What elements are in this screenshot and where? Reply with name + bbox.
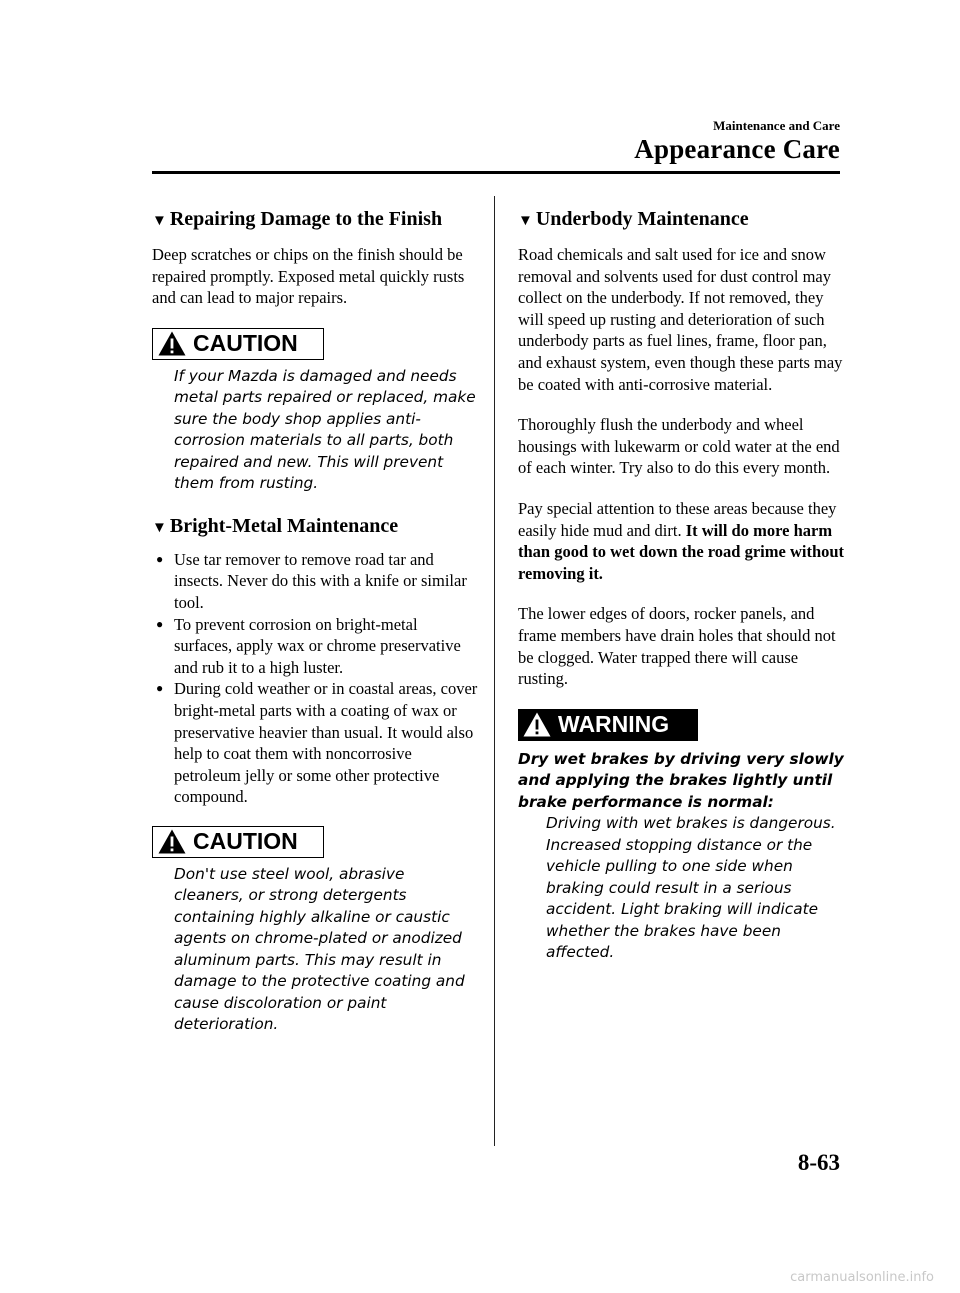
right-column bbox=[518, 208, 848, 964]
underbody-paragraph-1: Road chemicals and salt used for ice and snow removal and solvents used for dust control may collect on the underbody. If not removed, they will speed up rusting and deterioration of such underbody parts as fuel lines, frame, floor pan, and exhaust system, even though these parts may be coated with anti-corrosive material. bbox=[518, 245, 843, 394]
bright-metal-heading bbox=[152, 515, 478, 538]
caution-label-1: CAUTION bbox=[193, 330, 298, 357]
exclamation-triangle-icon bbox=[157, 828, 187, 855]
list-item-text: During cold weather or in coastal areas, cover bright-metal parts with a coating of wax or preservative heavier than usual. It would also help to coat them with noncorrosive petroleum jelly or some other protective compound. bbox=[174, 679, 478, 807]
warning-label: WARNING bbox=[558, 711, 670, 738]
header-chapter: Maintenance and Care bbox=[713, 118, 840, 133]
repair-body: Deep scratches or chips on the finish should be repaired promptly. Exposed metal quickly rusts and can lead to major repairs. bbox=[152, 245, 465, 308]
heading-marker-icon: ▼ bbox=[152, 519, 167, 536]
caution-box-1 bbox=[152, 328, 324, 360]
bright-metal-heading-text: Bright-Metal Maintenance bbox=[169, 514, 399, 537]
caution-text-1: If your Mazda is damaged and needs metal parts repaired or replaced, make sure the body shop applies anti-corrosion materials to all parts, both repaired and new. This will prevent them from rusting. bbox=[174, 366, 476, 493]
list-item-text: Use tar remover to remove road tar and insects. Never do this with a knife or similar tool. bbox=[174, 549, 467, 612]
paragraph-3-text: Pay special attention to these areas because they easily hide mud and dirt. bbox=[518, 498, 837, 540]
repair-heading-text: Repairing Damage to the Finish bbox=[169, 208, 443, 230]
header-rule bbox=[152, 171, 840, 174]
underbody-paragraph-2: Thoroughly flush the underbody and wheel housings with lukewarm or cold water at the end of each winter. Try also to do this every month. bbox=[518, 415, 840, 478]
list-item bbox=[152, 678, 478, 808]
underbody-heading-text: Underbody Maintenance bbox=[535, 208, 749, 230]
list-item bbox=[152, 549, 478, 614]
caution-label-2: CAUTION bbox=[193, 828, 298, 855]
underbody-paragraph-3 bbox=[518, 498, 848, 584]
caution-text-2: Don't use steel wool, abrasive cleaners, or strong detergents containing highly alkaline or caustic agents on chrome-plated or anodized aluminum parts. This may result in damage to the protective coating and cause discoloration or paint deterioration. bbox=[174, 864, 465, 1034]
list-item bbox=[152, 614, 478, 679]
repair-heading bbox=[152, 208, 478, 231]
heading-marker-icon: ▼ bbox=[518, 213, 533, 229]
warning-lead: Dry wet brakes by driving very slowly and applying the brakes lightly until brake performance is normal: bbox=[518, 749, 844, 811]
bright-metal-list bbox=[152, 549, 478, 808]
column-divider bbox=[494, 196, 495, 1146]
caution-box-2 bbox=[152, 826, 324, 858]
header-section-title: Appearance Care bbox=[634, 134, 840, 164]
bullet-icon: ● bbox=[156, 616, 164, 631]
bullet-icon: ● bbox=[156, 551, 164, 566]
underbody-paragraph-4: The lower edges of doors, rocker panels, and frame members have drain holes that should not be clogged. Water trapped there will cause rusting. bbox=[518, 604, 836, 689]
list-item-text: To prevent corrosion on bright-metal surfaces, apply wax or chrome preservative and rub it to a high luster. bbox=[174, 614, 461, 677]
warning-text: Driving with wet brakes is dangerous. Increased stopping distance or the vehicle pulling to one side when braking could result in a serious accident. Light braking will indicate whether the brakes have been affected. bbox=[546, 814, 836, 962]
underbody-heading bbox=[518, 208, 848, 231]
watermark: carmanualsonline.info bbox=[790, 1270, 934, 1285]
paragraph-3-emphasis: It will do more harm than good to wet down the road grime without removing it. bbox=[518, 520, 845, 583]
left-column bbox=[152, 208, 478, 1056]
exclamation-triangle-icon bbox=[522, 711, 552, 738]
exclamation-triangle-icon bbox=[157, 330, 187, 357]
warning-box bbox=[518, 709, 698, 741]
page-number: 8-63 bbox=[797, 1150, 840, 1175]
bullet-icon: ● bbox=[156, 681, 164, 696]
heading-marker-icon: ▼ bbox=[152, 213, 167, 229]
